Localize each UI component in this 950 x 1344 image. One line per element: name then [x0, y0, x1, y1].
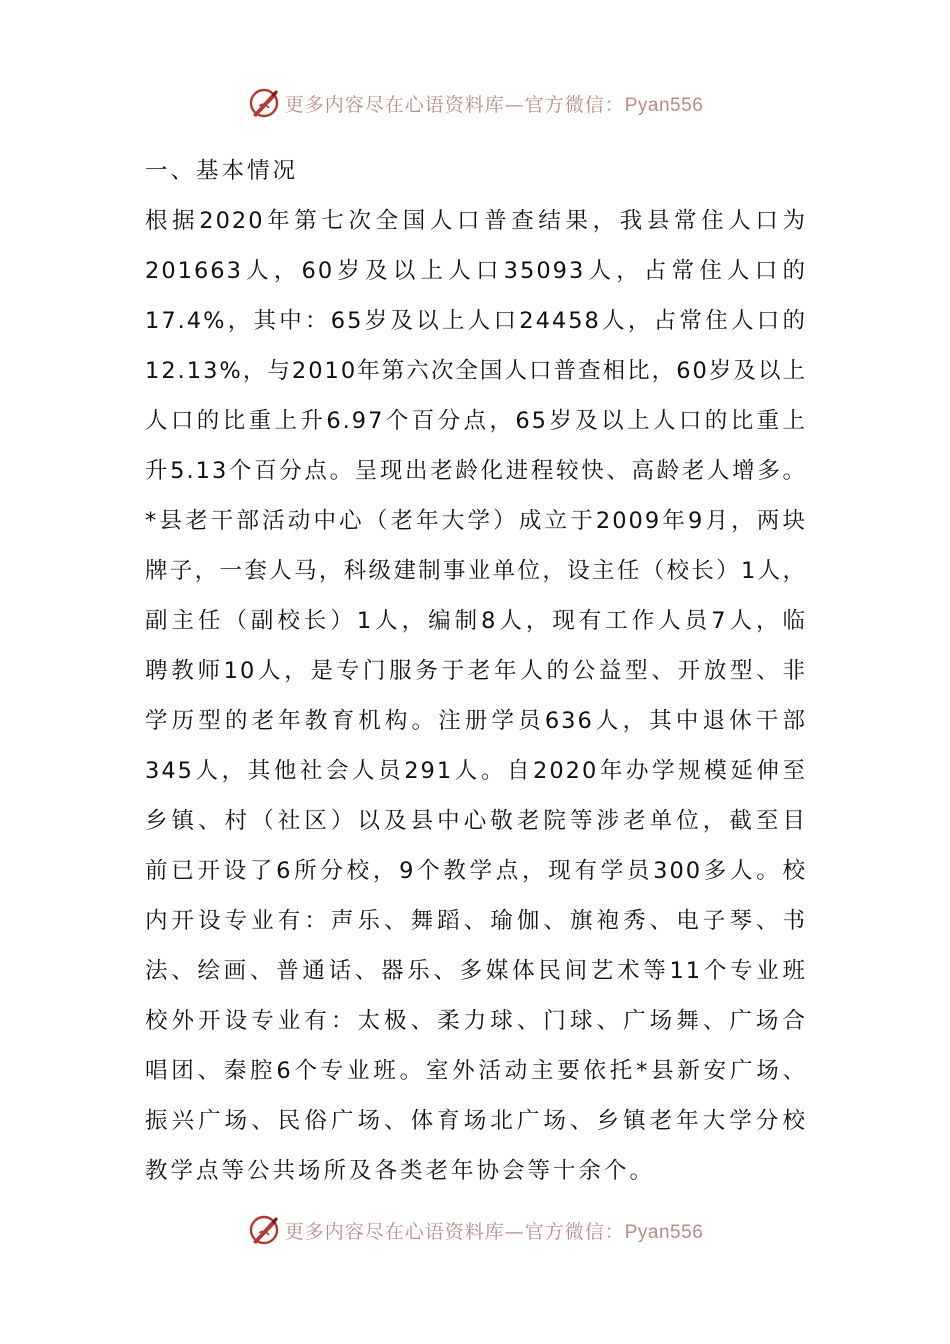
text-line: 201663人，60岁及以上人口35093人，占常住人口的 — [145, 258, 807, 284]
text-line: *县老干部活动中心（老年大学）成立于2009年9月，两块 — [145, 508, 807, 534]
text-line: 前已开设了6所分校，9个教学点，现有学员300多人。校 — [145, 858, 807, 884]
text-line: 法、绘画、普通话、器乐、多媒体民间艺术等11个专业班 — [145, 958, 807, 984]
text-line: 12.13%，与2010年第六次全国人口普查相比，60岁及以上 — [145, 358, 807, 384]
text-line: 聘教师10人，是专门服务于老年人的公益型、开放型、非 — [145, 658, 807, 684]
text-line: 牌子，一套人马，科级建制事业单位，设主任（校长）1人， — [145, 558, 807, 584]
watermark-footer — [0, 1210, 950, 1250]
text-line: 根据2020年第七次全国人口普查结果，我县常住人口为 — [145, 208, 807, 234]
wechat-id: Pyan556 — [624, 94, 704, 116]
watermark-header — [0, 83, 950, 123]
text-line: 校外开设专业有：太极、柔力球、门球、广场舞、广场合 — [145, 1008, 807, 1034]
text-line: 振兴广场、民俗广场、体育场北广场、乡镇老年大学分校 — [145, 1108, 807, 1134]
wechat-id: Pyan556 — [624, 1221, 704, 1243]
watermark-text: 更多内容尽在心语资料库—官方微信：Pyan556 — [284, 93, 704, 116]
pen-logo-icon — [247, 1213, 281, 1247]
text-line: 学历型的老年教育机构。注册学员636人，其中退休干部 — [145, 708, 807, 734]
text-line: 唱团、秦腔6个专业班。室外活动主要依托*县新安广场、 — [145, 1058, 807, 1084]
text-line: 乡镇、村（社区）以及县中心敬老院等涉老单位，截至目 — [145, 808, 807, 834]
text-line: 内开设专业有：声乐、舞蹈、瑜伽、旗袍秀、电子琴、书 — [145, 908, 807, 934]
text-line: 教学点等公共场所及各类老年协会等十余个。 — [145, 1158, 656, 1184]
text-line: 人口的比重上升6.97个百分点，65岁及以上人口的比重上 — [145, 408, 807, 434]
document-body — [145, 150, 807, 1200]
text-line: 副主任（副校长）1人，编制8人，现有工作人员7人，临 — [145, 608, 807, 634]
watermark-text: 更多内容尽在心语资料库—官方微信：Pyan556 — [284, 1220, 704, 1243]
text-line: 345人，其他社会人员291人。自2020年办学规模延伸至 — [145, 758, 807, 784]
pen-logo-icon — [247, 86, 281, 120]
section-heading: 一、基本情况 — [145, 158, 299, 184]
text-line: 17.4%，其中：65岁及以上人口24458人，占常住人口的 — [145, 308, 807, 334]
text-line: 升5.13个百分点。呈现出老龄化进程较快、高龄老人增多。 — [145, 458, 807, 484]
